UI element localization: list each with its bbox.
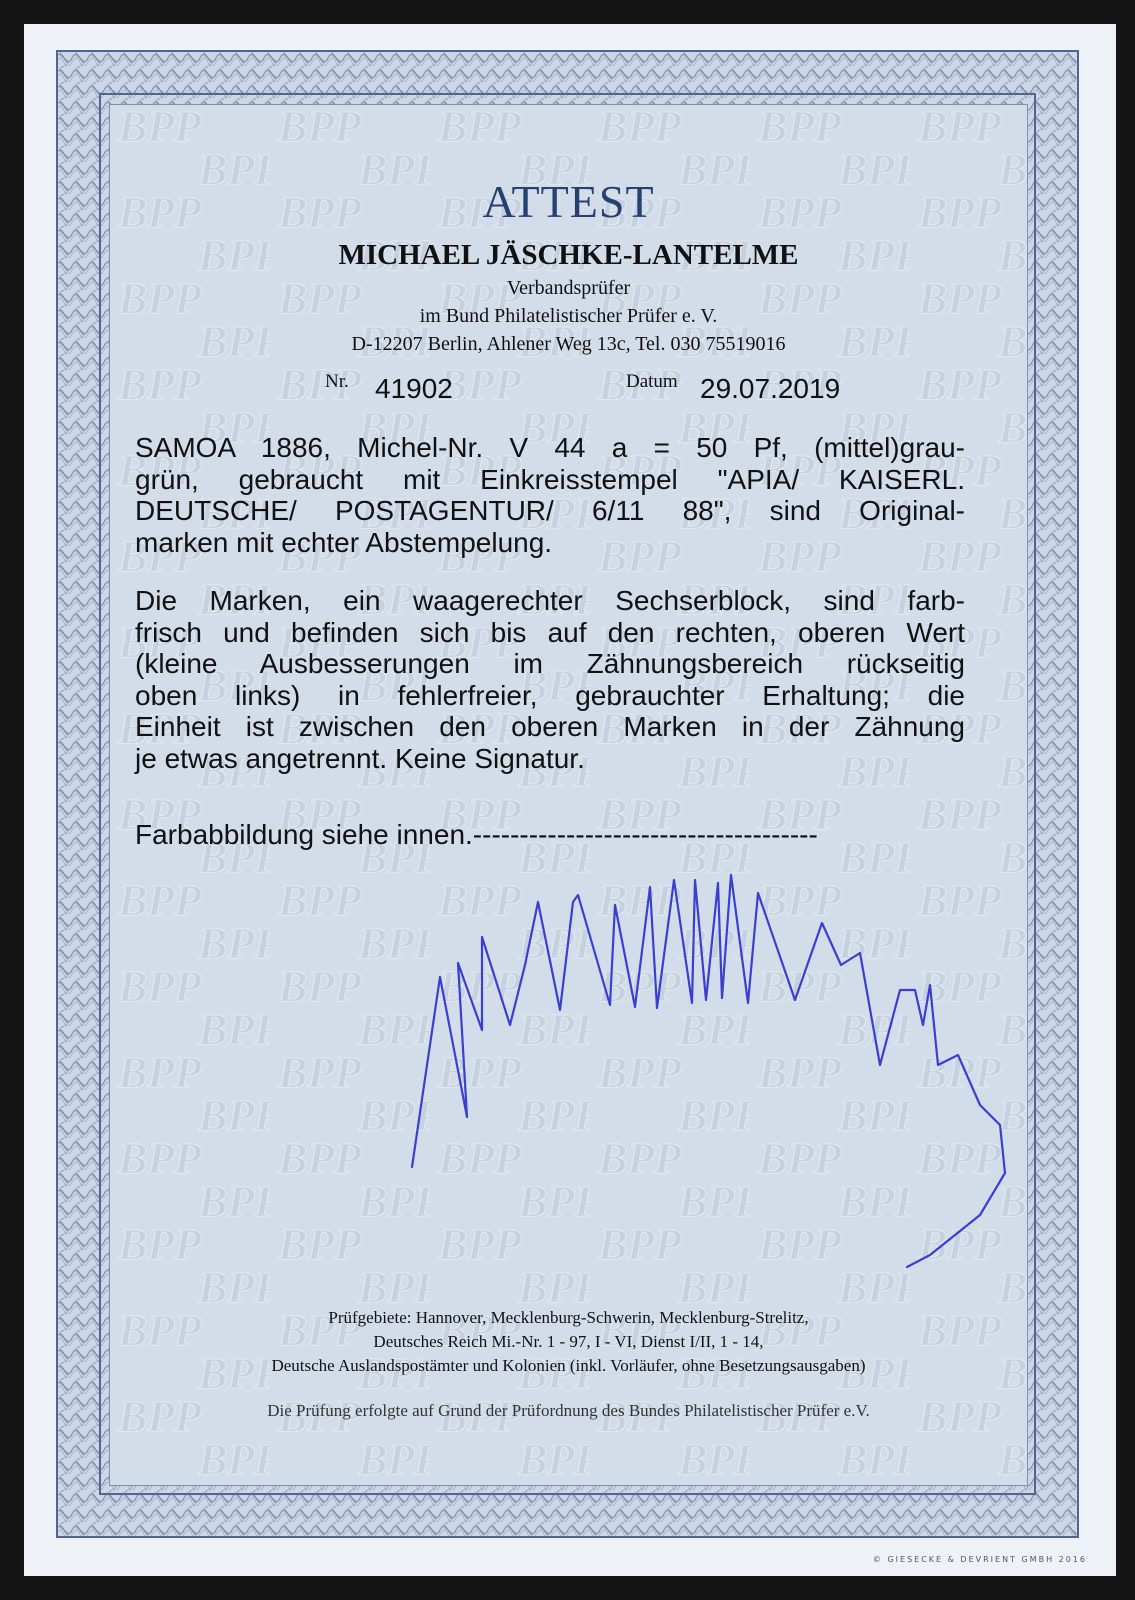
text-line: oben links) in fehlerfreier, gebrauchter Erhaltung; die [135, 679, 965, 711]
text-line: je etwas angetrennt. Keine Signatur. [135, 742, 585, 774]
text-line: marken mit echter Abstempelung. [135, 526, 553, 558]
text-line: grün, gebraucht mit Einkreisstempel "APIA/ KAISERL. [135, 463, 965, 495]
certificate-number: 41902 [375, 373, 453, 404]
text-line: Einheit ist zwischen den oberen Marken in der Zähnung [135, 711, 965, 742]
printer-imprint: © GIESECKE & DEVRIENT GMBH 2016 [872, 1555, 1087, 1564]
text-line: Die Marken, ein waagerechter Sechserblock, sind farb- [135, 585, 965, 616]
certificate-date: 29.07.2019 [700, 373, 841, 404]
number-label: Nr. [325, 371, 349, 392]
address-line: Verbandsprüfer [506, 277, 631, 299]
handwritten-signature [110, 105, 1027, 1485]
address-line: D-12207 Berlin, Ahlener Weg 13c, Tel. 030 75519016 [351, 333, 786, 355]
certificate-title: ATTEST [482, 176, 655, 227]
text-line: DEUTSCHE/ POSTAGENTUR/ 6/11 88", sind Original- [135, 495, 965, 526]
examiner-name: MICHAEL JÄSCHKE-LANTELME [338, 239, 799, 271]
exam-areas-line: Prüfgebiete: Hannover, Mecklenburg-Schwerin, Mecklenburg-Strelitz, [328, 1308, 809, 1327]
text-line: (kleine Ausbesserungen im Zähnungsbereich rückseitig [135, 648, 965, 679]
exam-areas-line: Deutsche Auslandspostämter und Kolonien (inkl. Vorläufer, ohne Besetzungsausgaben) [271, 1356, 866, 1375]
text-line: Farbabbildung siehe innen.------------------------------------- [135, 819, 818, 850]
regulation-note: Die Prüfung erfolgte auf Grund der Prüfordnung des Bundes Philatelistischer Prüfer e.V. [267, 1401, 870, 1420]
address-line: im Bund Philatelistischer Prüfer e. V. [419, 305, 718, 327]
date-label: Datum [626, 371, 678, 392]
certificate-panel [109, 104, 1028, 1486]
text-line: SAMOA 1886, Michel-Nr. V 44 a = 50 Pf, (mittel)grau- [135, 432, 965, 463]
text-line: frisch und befinden sich bis auf den rechten, oberen Wert [135, 616, 965, 648]
exam-areas-line: Deutsches Reich Mi.-Nr. 1 - 97, I - VI, Dienst I/II, 1 - 14, [373, 1332, 764, 1351]
